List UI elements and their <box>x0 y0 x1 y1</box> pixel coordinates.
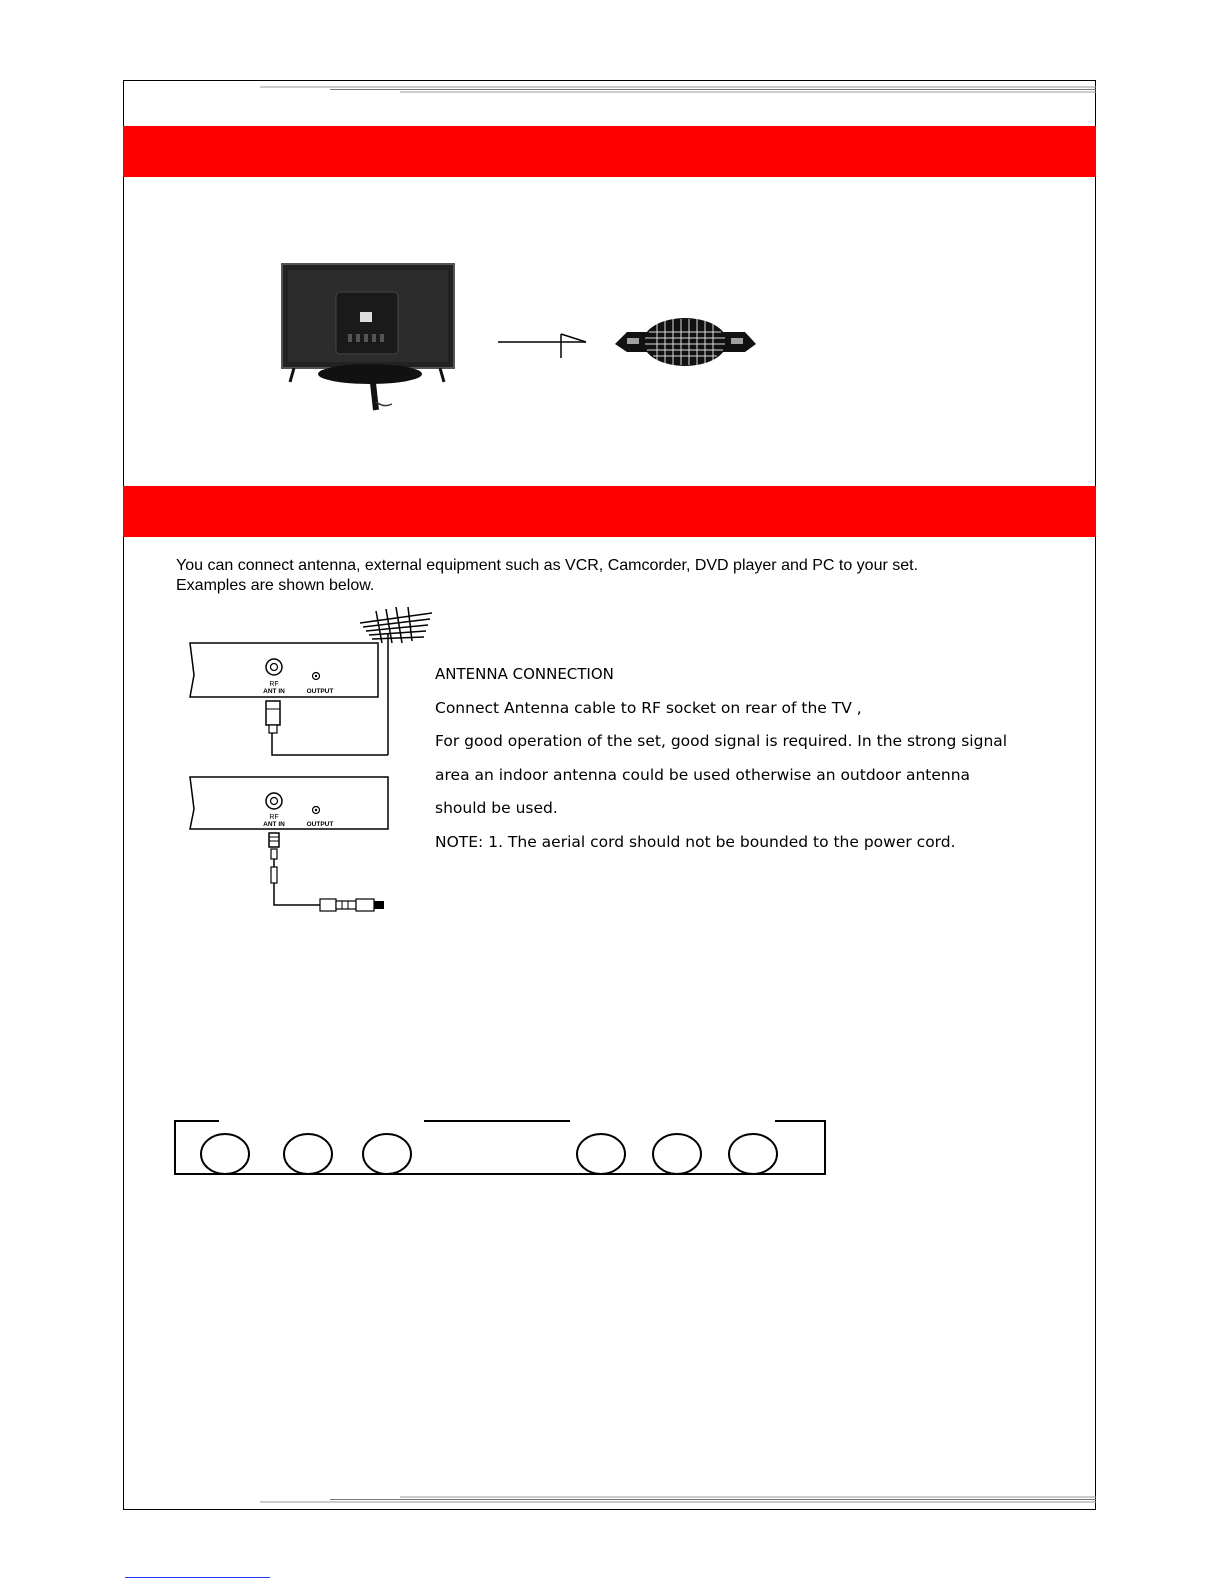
antenna-line-1: Connect Antenna cable to RF socket on rear of the TV , <box>435 698 862 717</box>
stand-base-illustration <box>613 318 758 370</box>
port-circle <box>363 1134 411 1174</box>
output-label: OUTPUT <box>306 688 334 695</box>
ant-in-label-2: ANT IN <box>263 821 285 828</box>
rf-label-2: RF <box>269 814 279 821</box>
ant-in-label: ANT IN <box>263 688 285 695</box>
intro-line-1: You can connect antenna, external equipment such as VCR, Camcorder, DVD player and PC to your set. <box>176 557 919 574</box>
port-circle <box>201 1134 249 1174</box>
antenna-connection-title: ANTENNA CONNECTION <box>435 665 614 683</box>
arrow-icon <box>496 330 591 360</box>
antenna-line-3: area an indoor antenna could be used otherwise an outdoor antenna <box>435 765 971 784</box>
antenna-line-5: NOTE: 1. The aerial cord should not be bounded to the power cord. <box>435 832 956 851</box>
intro-text <box>176 556 918 596</box>
section-band-connection <box>123 486 1096 537</box>
port-circle <box>729 1134 777 1174</box>
antenna-connection-diagram <box>180 605 440 915</box>
port-circle <box>653 1134 701 1174</box>
port-circle <box>577 1134 625 1174</box>
intro-line-2: Examples are shown below. <box>176 577 375 594</box>
header-rule <box>260 86 1096 94</box>
section-band-stand <box>123 126 1096 177</box>
antenna-connection-text <box>435 662 1007 863</box>
output-label-2: OUTPUT <box>306 821 334 828</box>
antenna-line-4: should be used. <box>435 799 558 817</box>
port-circle <box>284 1134 332 1174</box>
bottom-link-underline <box>125 1577 270 1578</box>
antenna-line-2: For good operation of the set, good signal is required. In the strong signal <box>435 732 1008 750</box>
rf-label: RF <box>269 681 279 688</box>
footer-rule <box>260 1496 1096 1504</box>
tv-rear-illustration <box>280 262 456 417</box>
port-panel-diagram <box>172 1118 828 1178</box>
